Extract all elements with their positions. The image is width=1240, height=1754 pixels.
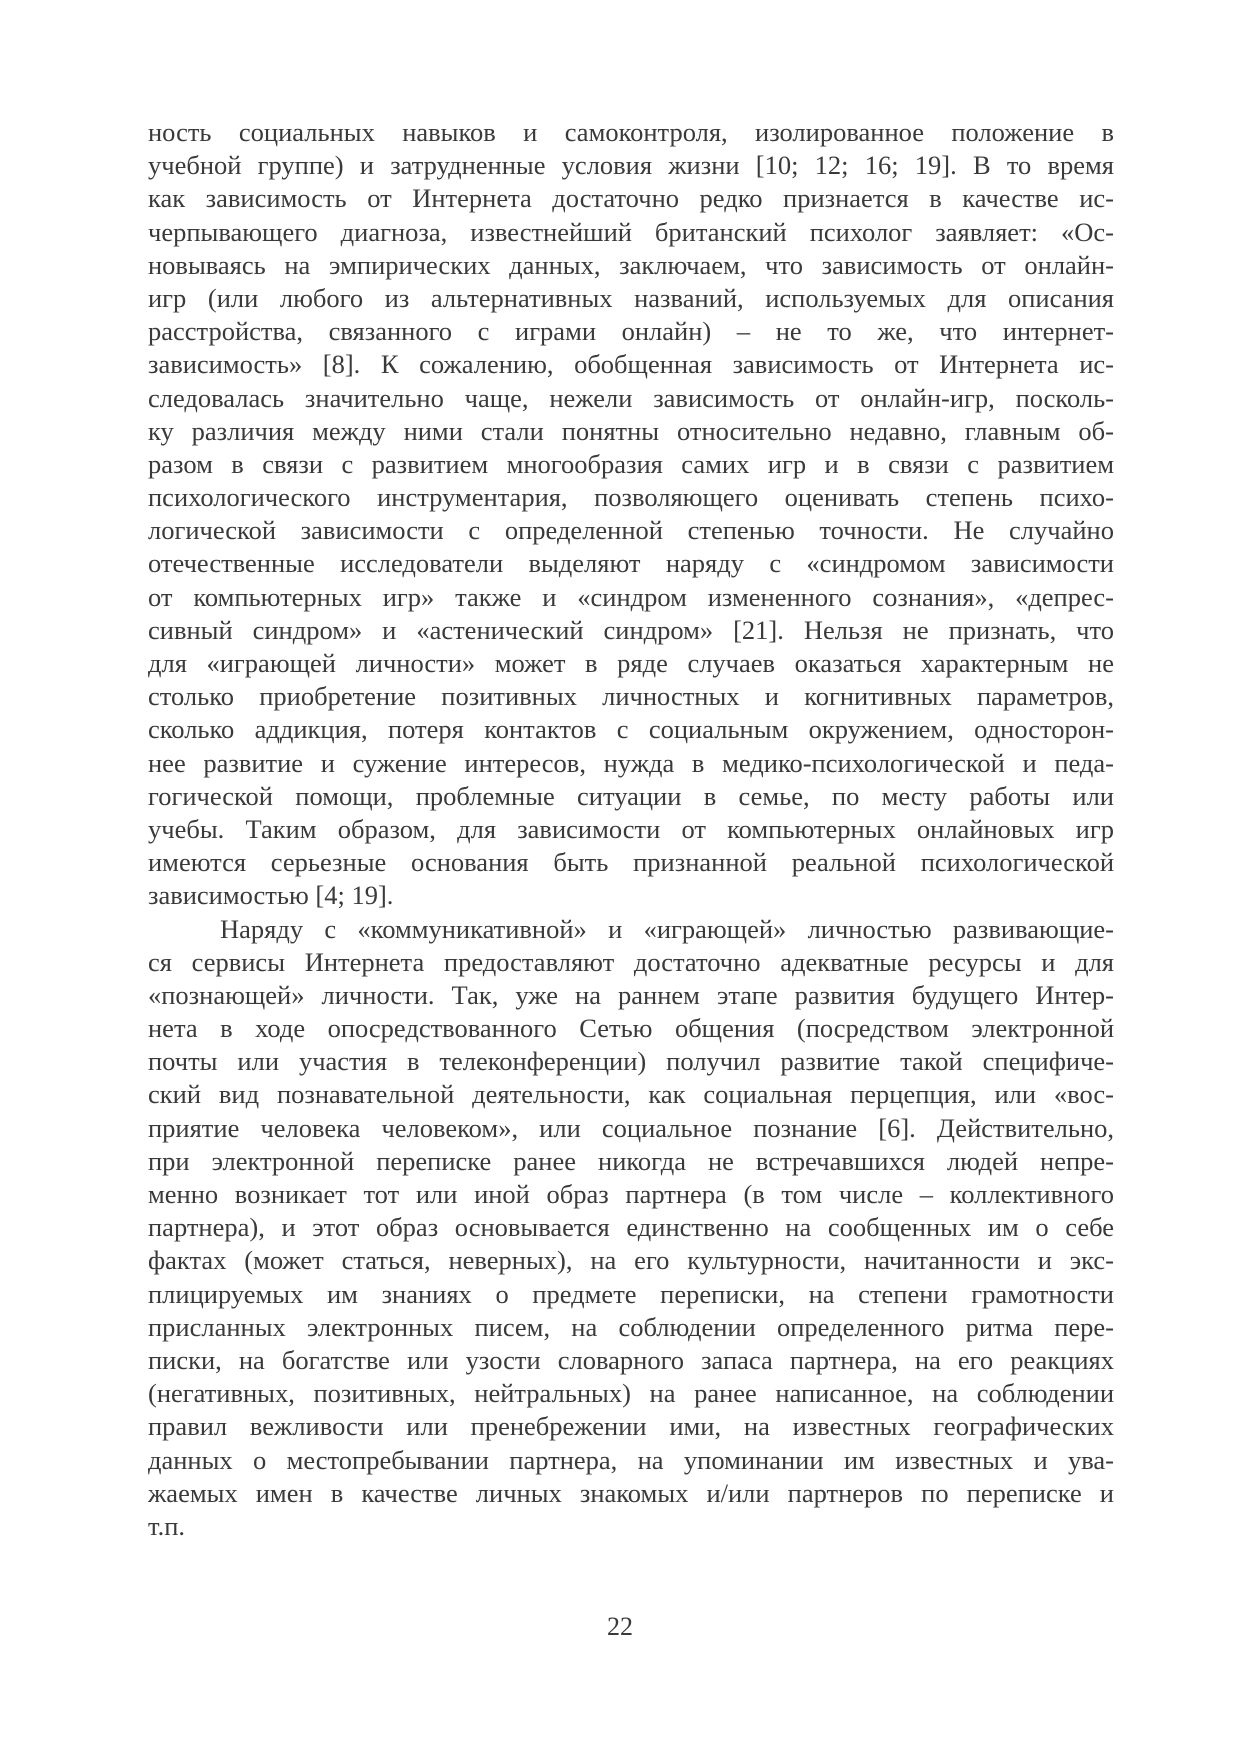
text-line: следовалась значительно чаще, нежели зависимость от онлайн-игр, посколь- <box>148 382 1114 413</box>
text-line: логической зависимости с определенной степенью точности. Не случайно <box>148 515 1114 546</box>
text-line: разом в связи с развитием многообразия самих игр и в связи с развитием <box>148 448 1114 479</box>
text-line: зависимость» [8]. К сожалению, обобщенная зависимость от Интернета ис- <box>148 349 1114 380</box>
text-line: ность социальных навыков и самоконтроля, изолированное положение в <box>148 117 1114 147</box>
text-line: нее развитие и сужение интересов, нужда в медико-психологической и педа- <box>148 747 1114 778</box>
text-line: зависимостью [4; 19]. <box>148 880 394 911</box>
text-line: нета в ходе опосредствованного Сетью общения (посредством электронной <box>148 1013 1114 1044</box>
text-line: ся сервисы Интернета предоставляют достаточно адекватные ресурсы и для <box>148 946 1114 977</box>
text-line: новываясь на эмпирических данных, заключаем, что зависимость от онлайн- <box>148 249 1114 280</box>
text-line: игр (или любого из альтернативных названий, используемых для описания <box>148 282 1114 313</box>
text-line: приятие человека человеком», или социальное познание [6]. Действительно, <box>148 1112 1114 1143</box>
text-line: при электронной переписке ранее никогда не встречавшихся людей непре- <box>148 1145 1114 1176</box>
text-line: правил вежливости или пренебрежении ими, на известных географических <box>148 1411 1114 1442</box>
text-line: Наряду с «коммуникативной» и «играющей» личностью развивающие- <box>220 913 1114 944</box>
text-line: менно возникает тот или иной образ партнера (в том числе – коллективного <box>148 1179 1114 1209</box>
text-line: ский вид познавательной деятельности, как социальная перцепция, или «вос- <box>148 1079 1114 1110</box>
text-line: плицируемых им знаниях о предмете переписки, на степени грамотности <box>148 1278 1114 1309</box>
text-line: писки, на богатстве или узости словарного запаса партнера, на его реакциях <box>148 1344 1114 1375</box>
text-line: партнера), и этот образ основывается единственно на сообщенных им о себе <box>148 1212 1114 1243</box>
text-line: фактах (может статься, неверных), на его культурности, начитанности и экс- <box>148 1245 1114 1276</box>
text-line: почты или участия в телеконференции) получил развитие такой специфиче- <box>148 1046 1114 1077</box>
paragraph-1 <box>148 116 1114 913</box>
text-line: гогической помощи, проблемные ситуации в семье, по месту работы или <box>148 780 1114 811</box>
text-line: ку различия между ними стали понятны относительно недавно, главным об- <box>148 415 1114 446</box>
text-line: присланных электронных писем, на соблюдении определенного ритма пере- <box>148 1311 1114 1342</box>
text-line: учебной группе) и затрудненные условия жизни [10; 12; 16; 19]. В то время <box>148 150 1114 181</box>
text-line: столько приобретение позитивных личностных и когнитивных параметров, <box>148 681 1114 712</box>
text-line: имеются серьезные основания быть признанной реальной психологической <box>148 847 1114 878</box>
text-line: черпывающего диагноза, известнейший британский психолог заявляет: «Ос- <box>148 216 1114 247</box>
text-line: как зависимость от Интернета достаточно редко признается в качестве ис- <box>148 183 1114 214</box>
text-line: сивный синдром» и «астенический синдром» [21]. Нельзя не признать, что <box>148 614 1114 645</box>
text-line: отечественные исследователи выделяют наряду с «синдромом зависимости <box>148 548 1114 579</box>
text-line: (негативных, позитивных, нейтральных) на ранее написанное, на соблюдении <box>148 1378 1114 1409</box>
paragraph-2 <box>148 913 1114 1544</box>
text-line: психологического инструментария, позволяющего оценивать степень психо- <box>148 482 1114 513</box>
body-text <box>148 116 1114 1543</box>
text-line: жаемых имен в качестве личных знакомых и/или партнеров по переписке и <box>148 1477 1114 1508</box>
text-line: учебы. Таким образом, для зависимости от компьютерных онлайновых игр <box>148 813 1114 844</box>
text-line: «познающей» личности. Так, уже на раннем этапе развития будущего Интер- <box>148 979 1114 1010</box>
text-line: данных о местопребывании партнера, на упоминании им известных и ува- <box>148 1444 1114 1475</box>
text-line: сколько аддикция, потеря контактов с социальным окружением, односторон- <box>148 714 1114 745</box>
text-line: т.п. <box>148 1510 186 1541</box>
page-number: 22 <box>607 1612 633 1641</box>
text-line: от компьютерных игр» также и «синдром измененного сознания», «депрес- <box>148 581 1114 612</box>
text-line: для «играющей личности» может в ряде случаев оказаться характерным не <box>148 648 1114 678</box>
text-line: расстройства, связанного с играми онлайн) – не то же, что интернет- <box>148 316 1114 347</box>
